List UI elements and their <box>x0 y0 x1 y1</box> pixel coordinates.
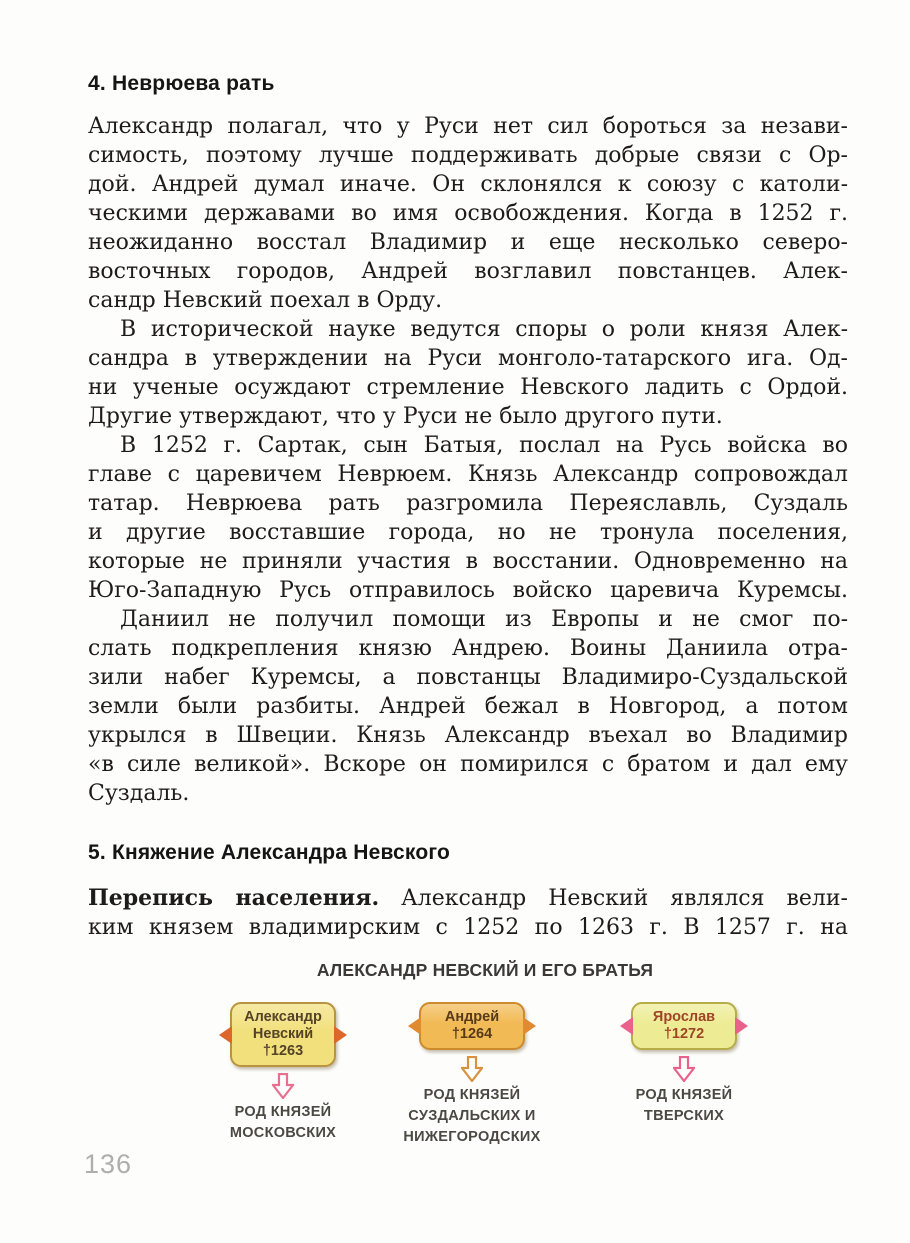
diagram-title: АЛЕКСАНДР НЕВСКИЙ И ЕГО БРАТЬЯ <box>316 960 654 980</box>
text-line: слать подкрепления князю Андрею. Воины Даниила отра- <box>88 636 848 661</box>
node-name-line: Александр <box>244 1009 322 1025</box>
down-arrow-icon <box>272 1073 294 1099</box>
left-arrow-icon <box>620 1017 633 1035</box>
text-span: Александр Невский являлся вели- <box>401 886 848 911</box>
lineage-label <box>403 1085 540 1148</box>
text-line: симость, поэтому лучше поддерживать добрые связи с Ор- <box>88 143 848 168</box>
diagram-node-alexander <box>188 1002 378 1144</box>
node-name-line: †1272 <box>663 1026 705 1042</box>
text-line: укрылся в Швеции. Князь Александр въехал во Владимир <box>88 723 848 748</box>
text-line: Александр полагал, что у Руси нет сил бороться за незави- <box>88 114 848 139</box>
section-5-heading: 5. Княжение Александра Невского <box>88 841 451 864</box>
text-line: сандра в утверждении на Руси монголо-татарского ига. Од- <box>88 346 848 371</box>
lineage-line: РОД КНЯЗЕЙ <box>234 1104 332 1120</box>
text-line: ни ученые осуждают стремление Невского ладить с Ордой. <box>88 375 848 400</box>
lineage-line: МОСКОВСКИХ <box>229 1125 337 1141</box>
node-box <box>631 1002 737 1050</box>
node-name-line: Невский <box>252 1026 314 1042</box>
text-line <box>88 884 848 913</box>
text-line: дой. Андрей думал иначе. Он склонялся к союзу с католи- <box>88 172 848 197</box>
text-line: ким князем владимирским с 1252 по 1263 г. В 1257 г. на <box>88 915 848 940</box>
text-line: главе с царевичем Неврюем. Князь Александр сопровождал <box>88 462 848 487</box>
text-line: которые не приняли участия в восстании. Одновременно на <box>88 549 848 574</box>
right-arrow-icon <box>735 1017 748 1035</box>
text-line: Другие утверждают, что у Руси не было другого пути. <box>88 404 723 429</box>
text-line: восточных городов, Андрей возглавил повстанцев. Алек- <box>88 259 848 284</box>
node-name-line: †1263 <box>262 1043 304 1059</box>
text-line: татар. Неврюева рать разгромила Переяславль, Суздаль <box>88 491 848 516</box>
lineage-line: НИЖЕГОРОДСКИХ <box>403 1129 541 1145</box>
text-line: неожиданно восстал Владимир и еще несколько северо- <box>88 230 848 255</box>
right-arrow-icon <box>334 1026 347 1044</box>
section-5-text <box>88 884 848 942</box>
node-name-line: †1264 <box>451 1026 493 1042</box>
lineage-line: ТВЕРСКИХ <box>643 1108 725 1124</box>
diagram-node-yaroslav <box>589 1002 779 1127</box>
text-line: Даниил не получил помощи из Европы и не смог по- <box>120 607 848 632</box>
lineage-line: РОД КНЯЗЕЙ <box>635 1087 733 1103</box>
section-4-heading: 4. Неврюева рать <box>88 72 275 95</box>
node-box <box>419 1002 525 1050</box>
diagram-node-andrey <box>377 1002 567 1148</box>
lineage-label <box>230 1102 336 1144</box>
left-arrow-icon <box>408 1017 421 1035</box>
down-arrow-icon <box>673 1056 695 1082</box>
text-line: «в силе великой». Вскоре он помирился с братом и дал ему <box>88 752 848 777</box>
paragraph-lead: Перепись населения. <box>88 885 380 911</box>
page-number: 136 <box>84 1149 133 1179</box>
section-4-text <box>88 112 848 808</box>
text-line: сандр Невский поехал в Орду. <box>88 288 443 313</box>
node-name-line: Андрей <box>444 1009 500 1025</box>
lineage-label <box>636 1085 733 1127</box>
text-line: Суздаль. <box>88 781 190 806</box>
text-line: В 1252 г. Сартак, сын Батыя, послал на Русь войска во <box>120 433 848 458</box>
lineage-line: РОД КНЯЗЕЙ <box>423 1087 521 1103</box>
text-line: зили набег Куремсы, а повстанцы Владимиро-Суздальской <box>88 665 848 690</box>
text-line: В исторической науке ведутся споры о роли князя Алек- <box>120 317 848 342</box>
text-line: и другие восставшие города, но не тронула поселения, <box>88 520 848 545</box>
lineage-line: СУЗДАЛЬСКИХ И <box>408 1108 536 1124</box>
node-name-line: Ярослав <box>652 1009 716 1025</box>
text-line: земли были разбиты. Андрей бежал в Новгород, а потом <box>88 694 848 719</box>
left-arrow-icon <box>219 1026 232 1044</box>
text-line: Юго-Западную Русь отправилось войско царевича Куремсы. <box>88 578 848 603</box>
text-line: ческими державами во имя освобождения. Когда в 1252 г. <box>88 201 848 226</box>
down-arrow-icon <box>461 1056 483 1082</box>
right-arrow-icon <box>523 1017 536 1035</box>
node-box <box>230 1002 336 1067</box>
